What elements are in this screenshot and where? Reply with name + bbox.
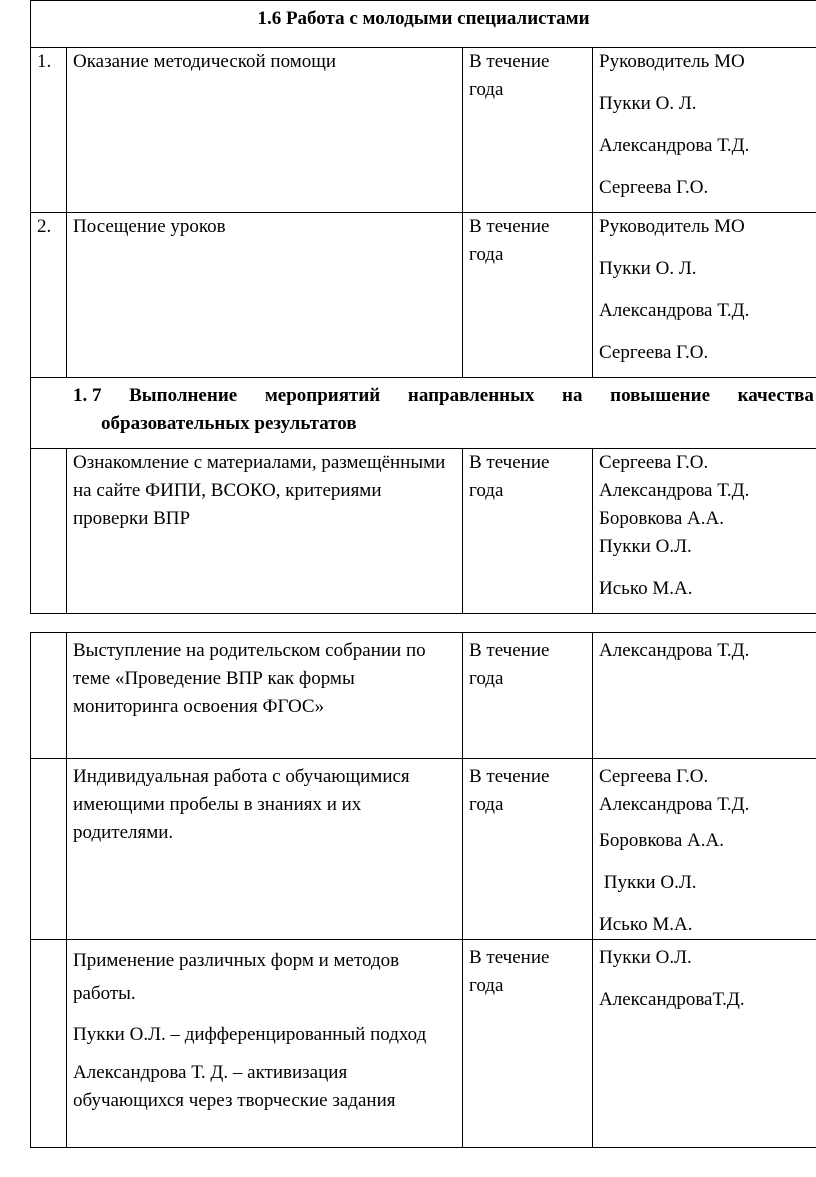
row-number: [31, 633, 67, 759]
term-cell: В течение года: [463, 213, 593, 378]
task-cell: [67, 940, 463, 1148]
responsible-person: Александрова Т.Д.: [599, 300, 750, 321]
table-row: [31, 940, 816, 1148]
task-cell: Индивидуальная работа с обучающимися имеющими пробелы в знаниях и их родителями.: [67, 759, 463, 940]
row-number: [31, 759, 67, 940]
responsible-person: Боровкова А.А.: [599, 508, 724, 529]
heading-word: повышение: [610, 385, 710, 406]
task-paragraph: Применение различных форм и методов работы.: [73, 950, 400, 1004]
term-cell: В течение года: [463, 633, 593, 759]
responsible-person: Сергеева Г.О.: [599, 342, 709, 363]
responsible-cell: [593, 449, 816, 614]
table-row: [31, 449, 816, 614]
responsible-person: Пукки О.Л.: [599, 872, 697, 893]
responsible-person: Руководитель МО: [599, 216, 745, 237]
table-row: [31, 48, 816, 213]
responsible-person: АлександроваТ.Д.: [599, 989, 745, 1010]
section-1-7-title: [31, 378, 816, 449]
heading-word: мероприятий: [264, 385, 381, 406]
heading-word: направленных: [407, 385, 535, 406]
task-paragraph: Александрова Т. Д. – активизация обучающихся через творческие задания: [73, 1062, 396, 1111]
responsible-cell: [593, 213, 816, 378]
plan-table-1: [30, 0, 816, 614]
table-row: [31, 759, 816, 940]
responsible-person: Александрова Т.Д.: [599, 480, 750, 501]
section-1-6-title: 1.6 Работа с молодыми специалистами: [31, 1, 816, 48]
responsible-person: Пукки О. Л.: [599, 258, 697, 279]
term-cell: В течение года: [463, 940, 593, 1148]
task-cell: Выступление на родительском собрании по теме «Проведение ВПР как формы мониторинга освоения ФГОС»: [67, 633, 463, 759]
responsible-person: Александрова Т.Д.: [599, 135, 750, 156]
responsible-person: Пукки О.Л.: [599, 536, 692, 557]
responsible-cell: Александрова Т.Д.: [593, 633, 816, 759]
table-row: [31, 633, 816, 759]
task-cell: Оказание методической помощи: [67, 48, 463, 213]
row-number: [31, 449, 67, 614]
plan-table-2: [30, 632, 816, 1148]
heading-word: на: [562, 385, 583, 406]
row-number: 2.: [31, 213, 67, 378]
term-cell: В течение года: [463, 759, 593, 940]
responsible-person: Боровкова А.А.: [599, 830, 724, 851]
row-number: [31, 940, 67, 1148]
responsible-person: Сергеева Г.О.: [599, 177, 709, 198]
responsible-cell: [593, 48, 816, 213]
task-cell: Ознакомление с материалами, размещёнными на сайте ФИПИ, ВСОКО, критериями проверки ВПР: [67, 449, 463, 614]
term-cell: В течение года: [463, 449, 593, 614]
heading-word: Выполнение: [129, 385, 238, 406]
responsible-person: Александрова Т.Д.: [599, 794, 750, 815]
task-cell: Посещение уроков: [67, 213, 463, 378]
responsible-person: Пукки О. Л.: [599, 93, 697, 114]
section-1-7-line2: образовательных результатов: [101, 413, 357, 434]
row-number: 1.: [31, 48, 67, 213]
responsible-person: Исько М.А.: [599, 578, 693, 599]
responsible-person: Сергеева Г.О.: [599, 766, 709, 787]
term-cell: В течение года: [463, 48, 593, 213]
task-paragraph: Пукки О.Л. – дифференцированный подход: [73, 1024, 427, 1045]
responsible-person: Пукки О.Л.: [599, 947, 692, 968]
responsible-cell: [593, 940, 816, 1148]
section-number: 1. 7: [73, 385, 102, 406]
responsible-person: Руководитель МО: [599, 51, 745, 72]
responsible-person: Сергеева Г.О.: [599, 452, 709, 473]
heading-word: качества: [737, 385, 814, 406]
table-row: [31, 213, 816, 378]
responsible-cell: [593, 759, 816, 940]
responsible-person: Исько М.А.: [599, 914, 693, 935]
